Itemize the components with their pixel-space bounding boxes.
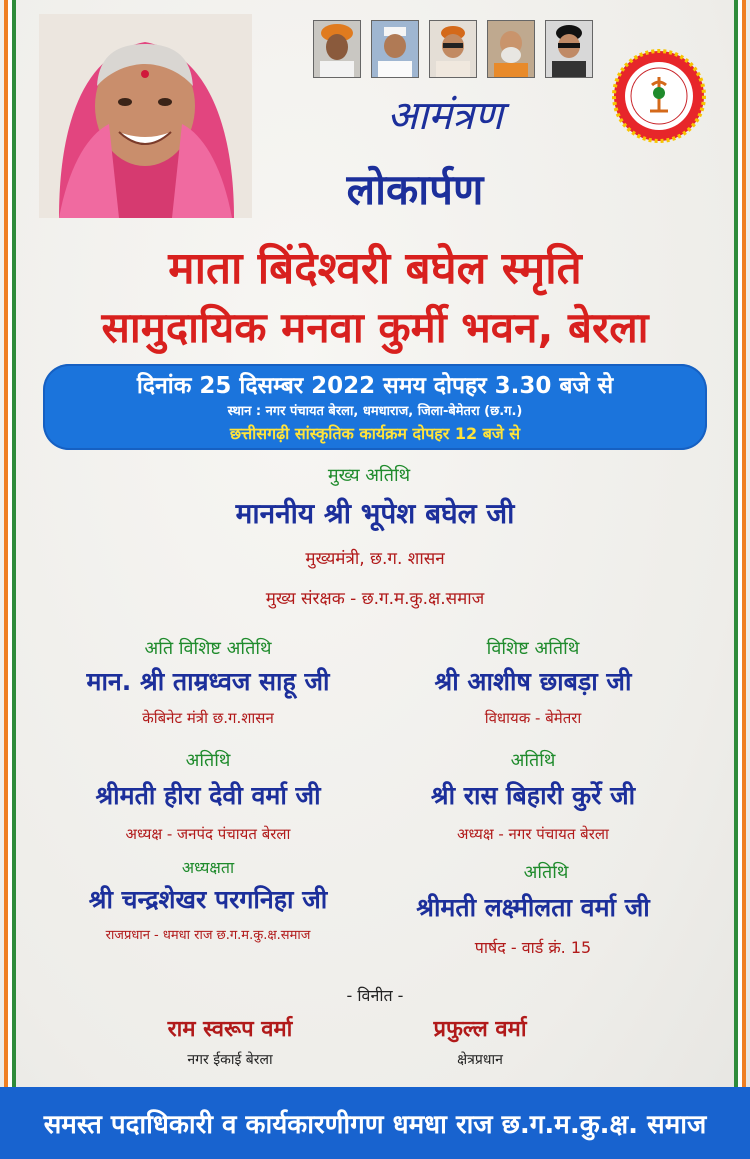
left-guest-1-heading: अति विशिष्ट अतिथि — [144, 638, 272, 659]
leader-portrait — [313, 20, 361, 78]
left-guest-2-name: श्रीमती हीरा देवी वर्मा जी — [95, 781, 321, 810]
chief-guest-name: माननीय श्री भूपेश बघेल जी — [235, 497, 515, 530]
left-green-stripe — [12, 0, 16, 1087]
right-guest-1-heading: विशिष्ट अतिथि — [486, 638, 580, 659]
right-guest-2-heading: अतिथि — [510, 750, 556, 771]
leader-portrait — [487, 20, 535, 78]
vinit-person-2-name: प्रफुल्ल वर्मा — [433, 1017, 527, 1042]
vinit-label: - विनीत - — [346, 986, 404, 1005]
right-guest-2-name: श्री रास बिहारी कुर्रे जी — [430, 781, 636, 810]
title-line-2: सामुदायिक मनवा कुर्मी भवन, बेरला — [101, 303, 649, 352]
vinit-person-1-name: राम स्वरूप वर्मा — [167, 1017, 293, 1042]
cultural-program-text: छत्तीसगढ़ी सांस्कृतिक कार्यक्रम दोपहर 12 बजे से — [229, 424, 521, 443]
left-guest-2-heading: अतिथि — [185, 750, 231, 771]
left-guest-2-post: अध्यक्ष - जनपंद पंचायत बेरला — [125, 825, 291, 843]
right-guest-3-heading: अतिथि — [523, 862, 569, 883]
vinit-person-1-post: नगर ईकाई बेरला — [187, 1052, 273, 1068]
leader-portrait — [545, 20, 593, 78]
chief-guest-heading: मुख्य अतिथि — [327, 465, 411, 486]
left-guest-3-name: श्री चन्द्रशेखर परगनिहा जी — [88, 885, 328, 914]
chief-guest-post: मुख्यमंत्री, छ.ग. शासन — [305, 549, 445, 569]
footer-text: समस्त पदाधिकारी व कार्यकारणीगण धमधा राज छ.ग.म.कु.क्ष. समाज — [43, 1110, 707, 1140]
right-guest-2-post: अध्यक्ष - नगर पंचायत बेरला — [457, 825, 609, 843]
left-guest-1-post: केबिनेट मंत्री छ.ग.शासन — [142, 709, 274, 727]
date-time-text: दिनांक 25 दिसम्बर 2022 समय दोपहर 3.30 बजे से — [136, 373, 614, 399]
schedule-banner — [43, 364, 707, 450]
left-guest-3-post: राजप्रधान - धमधा राज छ.ग.म.कु.क्ष.समाज — [105, 928, 311, 943]
title-line-1: माता बिंदेश्वरी बघेल स्मृति — [168, 243, 582, 294]
venue-text: स्थान : नगर पंचायत बेरला, धमधाराज, जिला-बेमेतरा (छ.ग.) — [227, 404, 523, 419]
footer-band — [0, 1087, 750, 1159]
left-guest-1-name: मान. श्री ताम्रध्वज साहू जी — [86, 667, 330, 696]
leaders-portrait-row — [313, 20, 593, 78]
vinit-person-2-post: क्षेत्रप्रधान — [457, 1052, 503, 1068]
event-type-heading: लोकार्पण — [346, 165, 484, 214]
leader-portrait — [429, 20, 477, 78]
chief-guest-patron: मुख्य संरक्षक - छ.ग.म.कु.क्ष.समाज — [265, 589, 485, 609]
leader-portrait — [371, 20, 419, 78]
right-guest-1-name: श्री आशीष छाबड़ा जी — [434, 667, 632, 696]
left-guest-3-heading: अध्यक्षता — [181, 858, 235, 877]
right-guest-3-post: पार्षद - वार्ड क्रं. 15 — [474, 938, 592, 957]
right-guest-1-post: विधायक - बेमेतरा — [484, 709, 582, 727]
invitation-heading: आमंत्रण — [387, 93, 503, 139]
right-guest-3-name: श्रीमती लक्ष्मीलता वर्मा जी — [416, 893, 650, 922]
